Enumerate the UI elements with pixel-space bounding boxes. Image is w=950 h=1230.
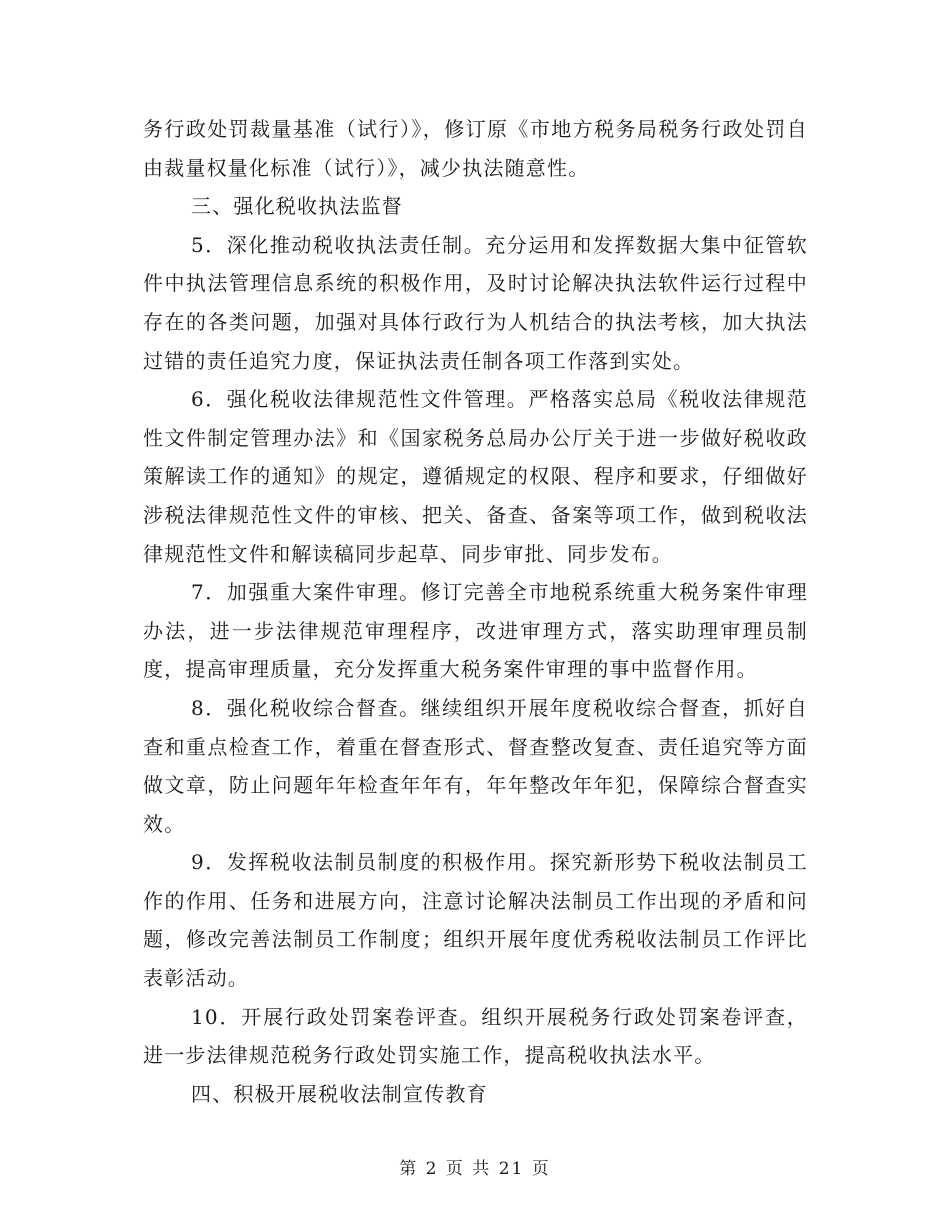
paragraph-item-10: 10．开展行政处罚案卷评查。组织开展税务行政处罚案卷评查，进一步法律规范税务行政处罚实施工作，提高税收执法水平。 (143, 1004, 808, 1068)
paragraph-item-5: 5．深化推动税收执法责任制。充分运用和发挥数据大集中征管软件中执法管理信息系统的积极作用，及时讨论解决执法软件运行过程中存在的各类问题，加强对具体行政行为人机结合的执法考核，加大执法过错的责任追究力度，保证执法责任制各项工作落到实处。 (143, 232, 808, 373)
paragraph-item-6: 6．强化税收法律规范性文件管理。严格落实总局《税收法律规范性文件制定管理办法》和《国家税务总局办公厅关于进一步做好税收政策解读工作的通知》的规定，遵循规定的权限、程序和要求，仔细做好涉税法律规范性文件的审核、把关、备查、备案等项工作，做到税收法律规范性文件和解读稿同步起草、同步审批、同步发布。 (143, 387, 808, 566)
section-heading-4: 四、积极开展税收法制宣传教育 (191, 1081, 488, 1106)
paragraph-item-8: 8．强化税收综合督查。继续组织开展年度税收综合督查，抓好自查和重点检查工作，着重在督查形式、督查整改复查、责任追究等方面做文章，防止问题年年检查年年有，年年整改年年犯，保障综合督查实效。 (143, 695, 808, 836)
page-number-footer: 第 2 页 共 21 页 (399, 1159, 551, 1179)
paragraph-item-7: 7．加强重大案件审理。修订完善全市地税系统重大税务案件审理办法，进一步法律规范审理程序，改进审理方式，落实助理审理员制度，提高审理质量，充分发挥重大税务案件审理的事中监督作用。 (143, 580, 808, 682)
document-body (143, 110, 808, 1113)
paragraph-item-9: 9．发挥税收法制员制度的积极作用。探究新形势下税收法制员工作的作用、任务和进展方向，注意讨论解决法制员工作出现的矛盾和问题，修改完善法制员工作制度；组织开展年度优秀税收法制员工作评比表彰活动。 (143, 850, 808, 991)
section-heading-3: 三、强化税收执法监督 (191, 194, 403, 219)
paragraph-continuation: 务行政处罚裁量基准（试行）》，修订原《市地方税务局税务行政处罚自由裁量权量化标准（试行）》，减少执法随意性。 (143, 117, 808, 180)
